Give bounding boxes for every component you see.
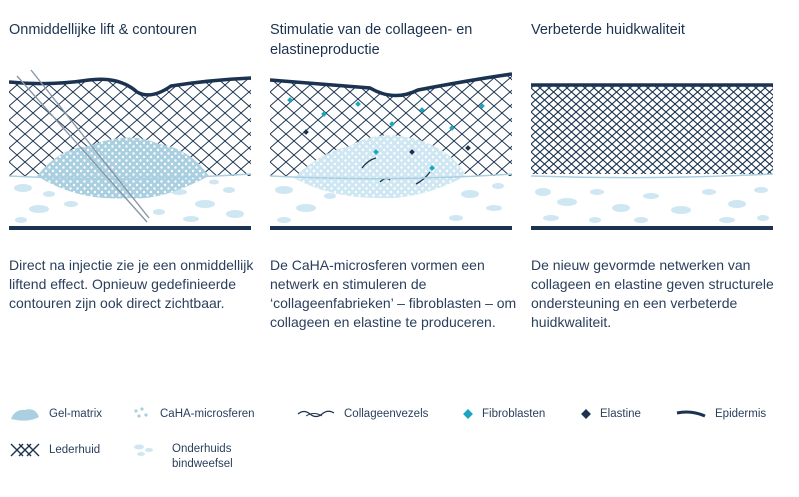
legend-label: Elastine	[600, 407, 641, 420]
legend-fibroblasts	[462, 405, 545, 423]
legend-label: CaHA-microsferen	[160, 407, 255, 420]
legend-label: Fibroblasten	[482, 407, 546, 420]
skin-quality-illustration	[531, 64, 773, 234]
legend-elastin	[580, 405, 641, 423]
stimulation-illustration	[270, 64, 512, 234]
panel-title: Stimulatie van de collageen- en elastineproductie	[270, 22, 473, 58]
gel-matrix-icon	[9, 405, 41, 423]
elastin-icon	[580, 405, 592, 423]
collagen-fiber-icon	[296, 405, 336, 423]
legend-dermis	[9, 442, 100, 458]
subcutis-icon	[132, 442, 156, 460]
dermis-net-icon	[9, 442, 41, 458]
panel-title: Onmiddellijke lift & contouren	[9, 22, 197, 38]
legend-gel-matrix	[9, 405, 102, 423]
legend-epidermis	[675, 405, 766, 423]
panel-description: De CaHA-microsferen vormen een netwerk en stimuleren de ‘collageenfabrieken’ – fibroblasten – om collageen en elastine te produceren.	[270, 257, 517, 330]
panel-description: Direct na injectie zie je een onmiddellijk liftend effect. Opnieuw gedefinieerde contouren zijn ook direct zichtbaar.	[9, 257, 254, 311]
epidermis-icon	[675, 405, 707, 423]
legend-label: Gel-matrix	[49, 407, 103, 420]
fibroblast-icon	[462, 405, 474, 423]
legend-label: Collageenvezels	[344, 407, 429, 420]
legend-subcutis	[132, 442, 252, 472]
legend-label: Lederhuid	[49, 443, 101, 456]
panel-description: De nieuw gevormde netwerken van collageen en elastine geven structurele ondersteuning en een verbeterde huidkwaliteit.	[531, 257, 774, 330]
legend-collagen	[296, 405, 428, 423]
legend-caha	[132, 405, 255, 423]
caha-microspheres-icon	[132, 405, 152, 423]
legend-label: Epidermis	[715, 407, 767, 420]
panel-title: Verbeterde huidkwaliteit	[531, 22, 685, 38]
lift-illustration	[9, 64, 251, 234]
legend-label: Onderhuids bindweefsel	[172, 443, 233, 470]
